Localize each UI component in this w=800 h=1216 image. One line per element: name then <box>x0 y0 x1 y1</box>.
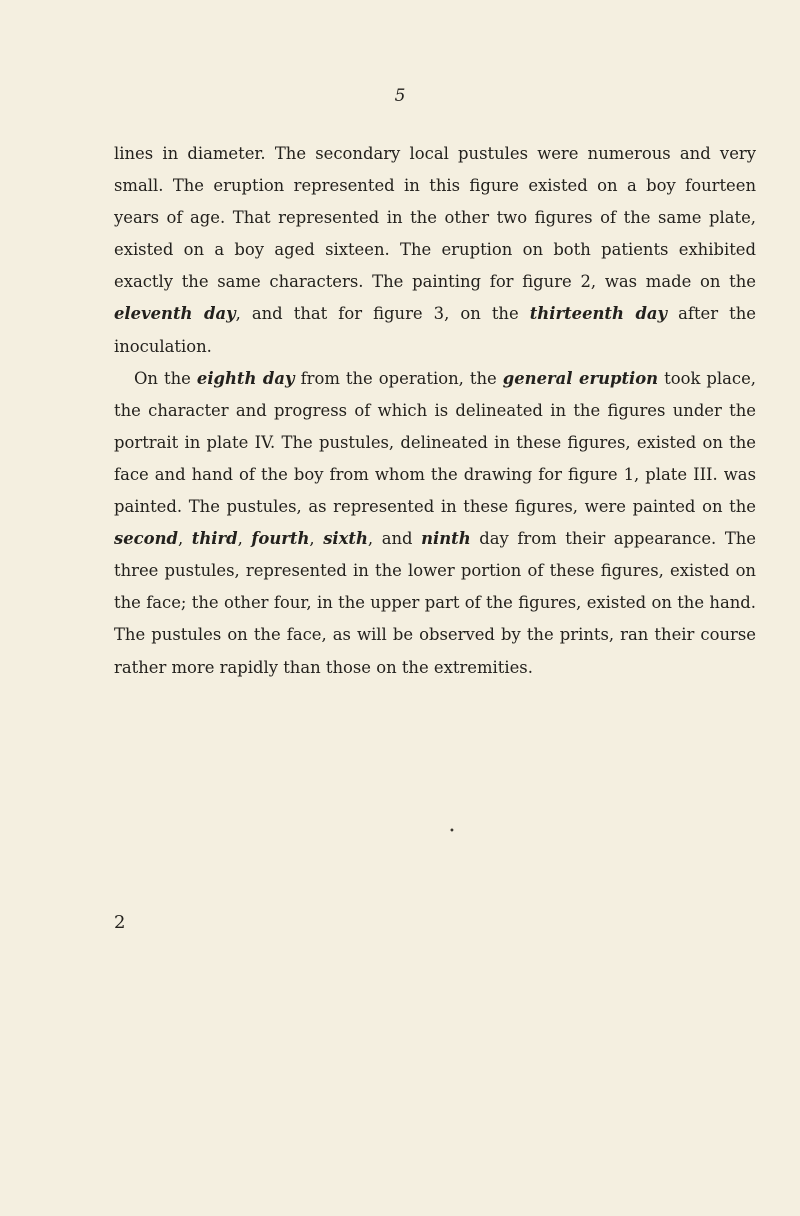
paragraph-2 <box>114 363 756 684</box>
emphasis-thirteenth-day: thirteenth day <box>529 304 668 324</box>
emphasis-fourth: fourth <box>251 529 310 549</box>
paragraph-2-text-6: , <box>309 529 324 549</box>
paragraph-2-text-8: day from their appearance. The three pustules, represented in the lower portion of these figures, existed on the face; the other four, in the upper part of the figures, existed on the hand. The pustules on the face, as will be observed by the prints, ran their course rather more rapidly than those on the extremities. <box>114 529 757 677</box>
page-number: 5 <box>394 86 406 106</box>
paragraph-2-text-4: , <box>177 529 192 549</box>
paragraph-1-text-2: , and that for figure 3, on the <box>235 304 530 324</box>
paragraph-2-text-1: On the <box>134 368 197 388</box>
paragraph-2-text-5: , <box>237 529 252 549</box>
emphasis-general-eruption: general eruption <box>502 368 659 388</box>
paragraph-2-text-3: took place, the character and progress of which is delineated in the figures under the portrait in plate IV. The pustules, delineated in these figures, existed on the face and hand of the boy from whom the drawing for figure 1, plate III. was painted. The pustules, as represented in these figures, were painted on the <box>114 368 756 517</box>
emphasis-second: second <box>114 529 178 549</box>
paragraph-1-text-1: lines in diameter. The secondary local pustules were numerous and very small. The eruption represented in this figure existed on a boy fourteen years of age. That represented in the other two figures of the same plate, existed on a boy aged sixteen. The eruption on both patients exhibited exactly the same characters. The painting for figure 2, was made on the <box>114 144 756 292</box>
paragraph-1-text-3: after the inoculation. <box>114 304 756 356</box>
emphasis-sixth: sixth <box>323 529 368 549</box>
body-text <box>114 138 756 684</box>
signature-mark: 2 <box>114 912 126 933</box>
emphasis-eighth-day: eighth day <box>196 368 295 388</box>
emphasis-eleventh-day: eleventh day <box>114 304 236 324</box>
paragraph-2-text-2: from the operation, the <box>294 368 503 388</box>
emphasis-ninth: ninth <box>421 529 471 549</box>
paragraph-1 <box>114 138 756 363</box>
emphasis-third: third <box>191 529 238 549</box>
paragraph-2-text-7: , and <box>367 529 422 549</box>
ink-speck: • <box>449 826 455 837</box>
